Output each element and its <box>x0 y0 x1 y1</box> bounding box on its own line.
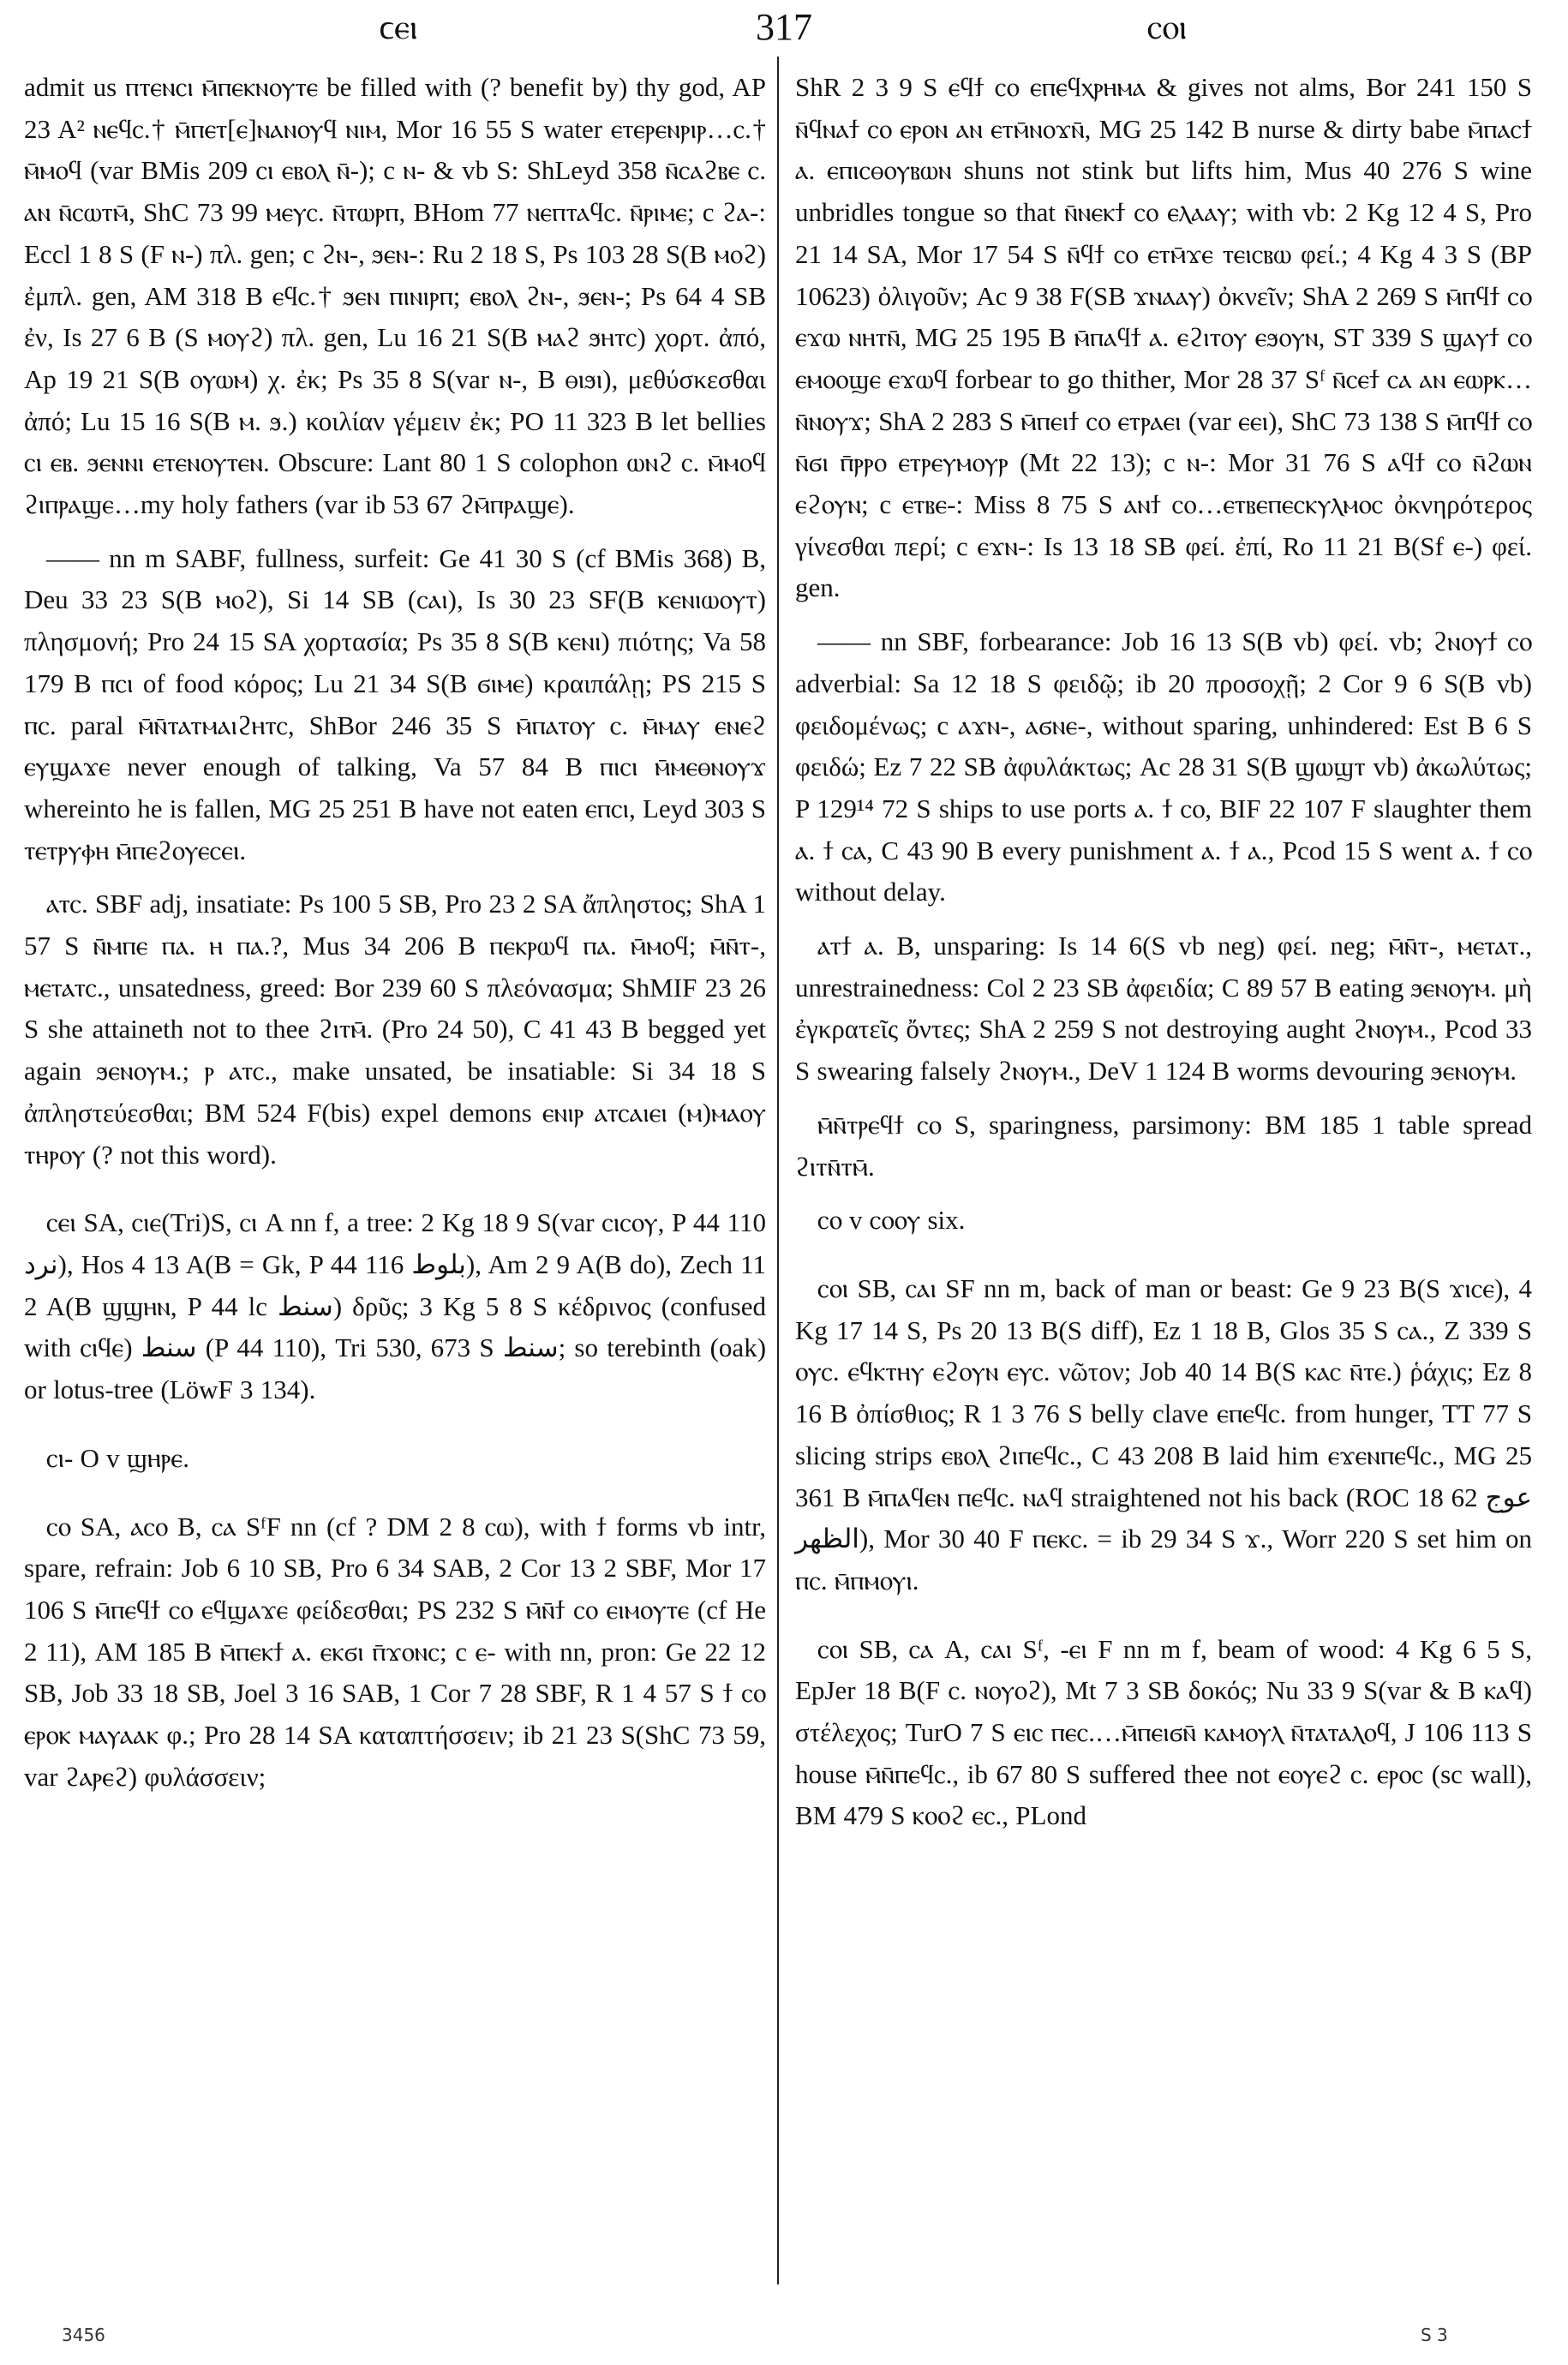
entry-co-spare: ⲥⲟ SA, ⲁⲥⲟ B, ⲥⲁ SᶠF nn (cf ? DM 2 8 ⲥⲱ), with ϯ forms vb intr, spare, refrain: Job 6 10 SB, Pro 6 34 SAB, 2 Cor 13 2 SBF, Mor 17 106 S ⲙ̄ⲡⲉϥϯ ⲥⲟ ⲉϥϣⲁϫⲉ φείδεσθαι; PS 232 S ⲙ̄ⲛ̄ϯ ⲥⲟ ⲉⲓⲙⲟⲩⲧⲉ (cf He 2 11), AM 185 B ⲙ̄ⲡⲉⲕϯ ⲁ. ⲉⲕϭⲓ ⲡ̄ϫⲟⲛⲥ; c ⲉ- with nn, pron: Ge 22 12 SB, Job 33 18 SB, Joel 3 16 SAB, 1 Cor 7 28 SBF, R 1 4 57 S ϯ ⲥⲟ ⲉⲣⲟⲕ ⲙⲁⲩⲁⲁⲕ φ.; Pro 28 14 SA καταπτήσσειν; ib 21 23 S(ShC 73 59, var ϩⲁⲣⲉϩ) φυλάσσειν; <box>24 1511 766 1792</box>
subentry-insatiate: ⲁⲧⲥ. SBF adj, insatiate: Ps 100 5 SB, Pro 23 2 SA ἄπληστος; ShA 1 57 S ⲛ̄ⲙⲡⲉ ⲡⲁ. ⲏ ⲡⲁ.?, Mus 34 206 B ⲡⲉⲕⲣⲱϥ ⲡⲁ. ⲙ̄ⲙⲟϥ; ⲙ̄ⲛ̄ⲧ-, ⲙⲉⲧⲁⲧⲥ., unsatedness, greed: Bor 239 60 S πλεόνασμα; ShMIF 23 26 S she attaineth not to thee ϩⲓⲧⲙ̄. (Pro 24 50), C 41 43 B begged yet again ϧⲉⲛⲟⲩⲙ.; ⲣ ⲁⲧⲥ., make unsated, be insatiable: Si 34 18 S ἀπληστεύεσθαι; BM 524 F(bis) expel demons ⲉⲛⲓⲣ ⲁⲧⲥⲁⲓⲉⲓ (ⲙ)ⲙⲁⲟⲩ ⲧⲏⲣⲟⲩ (? not this word). <box>24 889 766 1170</box>
footer-signature-number: 3456 <box>62 2325 105 2345</box>
footer-signature-mark: S 3 <box>1421 2325 1448 2345</box>
subentry-parsimony: ⲙ̄ⲛ̄ⲧⲣⲉϥϯ ⲥⲟ S, sparingness, parsimony: BM 185 1 table spread ϩⲓⲧⲛ̄ⲧⲙ̄. <box>795 1109 1532 1182</box>
running-head-right: ⲥⲟⲓ <box>1146 8 1188 46</box>
entry-co-six-cross-reference: ⲥⲟ v ⲥⲟⲟⲩ six. <box>817 1205 966 1236</box>
entry-continuation-right: ShR 2 3 9 S ⲉϥϯ ⲥⲟ ⲉⲡⲉϥⲭⲣⲏⲙⲁ & gives not alms, Bor 241 150 S ⲛ̄ϥⲛⲁϯ ⲥⲟ ⲉⲣⲟⲛ ⲁⲛ ⲉⲧⲙ̄ⲛⲟϫⲛ̄, MG 25 142 B nurse & dirty babe ⲙ̄ⲡⲁⲥϯ ⲁ. ⲉⲡⲓⲥⲑⲟⲩⲃⲱⲛ shuns not stink but lifts him, Mus 40 276 S wine unbridles tongue so that ⲛ̄ⲛⲉⲕϯ ⲥⲟ ⲉⲗⲁⲁⲩ; with vb: 2 Kg 12 4 S, Pro 21 14 SA, Mor 17 54 S ⲛ̄ϥϯ ⲥⲟ ⲉⲧⲙ̄ϫⲉ ⲧⲉⲓⲥⲃⲱ φεί.; 4 Kg 4 3 S (BP 10623) ὀλιγοῦν; Ac 9 38 F(SB ϫⲛⲁⲁⲩ) ὀκνεῖν; ShA 2 269 S ⲙ̄ⲡϥϯ ⲥⲟ ⲉϫⲱ ⲛⲏⲧⲛ̄, MG 25 195 B ⲙ̄ⲡⲁϥϯ ⲁ. ⲉϩⲓⲧⲟⲩ ⲉϧⲟⲩⲛ, ST 339 S ϣⲁⲩϯ ⲥⲟ ⲉⲙⲟⲟϣⲉ ⲉϫⲱϥ forbear to go thither, Mor 28 37 Sᶠ ⲛ̄ⲥⲉϯ ⲥⲁ ⲁⲛ ⲉⲱⲣⲕ…ⲛ̄ⲛⲟⲩϫ; ShA 2 283 S ⲙ̄ⲡⲉⲓϯ ⲥⲟ ⲉⲧⲣⲁⲉⲓ (var ⲉⲉⲓ), ShC 73 138 S ⲙ̄ⲡϥϯ ⲥⲟ ⲛ̄ϭⲓ ⲡ̄ⲣⲣⲟ ⲉⲧⲣⲉⲩⲙⲟⲩⲣ (Mt 22 13); c ⲛ-: Mor 31 76 S ⲁϥϯ ⲥⲟ ⲛ̄ϩⲱⲛ ⲉϩⲟⲩⲛ; c ⲉⲧⲃⲉ-: Miss 8 75 S ⲁⲛϯ ⲥⲟ…ⲉⲧⲃⲉⲡⲉⲥⲕⲩⲗⲙⲟⲥ ὀκνηρότερος γίνεσθαι περί; c ⲉϫⲛ-: Is 13 18 SB φεί. ἐπί, Ro 11 21 B(Sf ⲉ-) φεί. gen. <box>795 72 1532 603</box>
entry-coi-back: ⲥⲟⲓ SB, ⲥⲁⲓ SF nn m, back of man or beast: Ge 9 23 B(S ϫⲓⲥⲉ), 4 Kg 17 14 S, Ps 20 13 B(S diff), Ez 1 18 B, Glos 35 S ⲥⲁ., Z 339 S ⲟⲩⲥ. ⲉϥⲕⲧⲏⲩ ⲉϩⲟⲩⲛ ⲉⲩⲥ. νῶτον; Job 40 14 B(S ⲕⲁⲥ ⲛ̄ⲧⲉ.) ῥάχις; Ez 8 16 B ὀπίσθιος; R 1 3 76 S belly clave ⲉⲡⲉϥⲥ. from hunger, TT 77 S slicing strips ⲉⲃⲟⲗ ϩⲓⲡⲉϥⲥ., C 43 208 B laid him ⲉϫⲉⲛⲡⲉϥⲥ., MG 25 361 B ⲙ̄ⲡⲁϥⲉⲛ ⲡⲉϥⲥ. ⲛⲁϥ straightened not his back (ROC 18 62 ﻋﻮﺝ ﺍﻟﻈﻬﺮ), Mor 30 40 F ⲡⲉⲕⲥ. = ib 29 34 S ϫ., Worr 220 S set him on ⲡⲥ. ⲙ̄ⲡⲙⲟⲩⲓ. <box>795 1272 1532 1596</box>
column-divider <box>777 57 779 2284</box>
entry-ci-cross-reference: ⲥⲓ- O v ϣⲏⲣⲉ. <box>46 1442 189 1473</box>
entry-cei-tree: ⲥⲉⲓ SA, ⲥⲓⲉ(Tri)S, ⲥⲓ A nn f, a tree: 2 Kg 18 9 S(var ⲥⲓⲥⲟⲩ, P 44 110 ﻧﺮﺩ), Hos 4 13 A(B = Gk, P 44 116 ﺑﻠﻮﻁ), Am 2 9 A(B do), Zech 11 2 A(B ϣϣⲏⲛ, P 44 lc ﺳﻨﻂ) δρῦς; 3 Kg 5 8 S κέδρινος (confused with ⲥⲓϥⲉ) ﺳﻨﻂ (P 44 110), Tri 530, 673 S ﺳﻨﻂ; so terebinth (oak) or lotus-tree (LöwF 3 134). <box>24 1207 767 1405</box>
right-column <box>795 67 1532 1864</box>
running-head-left: ϲⲉⲓ <box>379 8 418 46</box>
entry-continuation: admit us ⲡⲧⲉⲛⲥⲓ ⲙ̄ⲡⲉⲕⲛⲟⲩⲧⲉ be filled with (? benefit by) thy god, AP 23 A² ⲛⲉϥⲥ.† ⲙ̄ⲡⲉⲧ[ⲉ]ⲛⲁⲛⲟⲩϥ ⲛⲓⲙ, Mor 16 55 S water ⲉⲧⲉⲣⲉⲛⲣⲓⲣ…ⲥ.† ⲙ̄ⲙⲟϥ (var BMis 209 ⲥⲓ ⲉⲃⲟⲗ ⲛ̄-); c ⲛ- & vb S: ShLeyd 358 ⲛ̄ⲥⲁϩⲃⲉ ⲥ. ⲁⲛ ⲛ̄ⲥⲱⲧⲙ̄, ShC 73 99 ⲙⲉⲩⲥ. ⲛ̄ⲧⲱⲣⲡ, BHom 77 ⲛⲉⲡⲧⲁϥⲥ. ⲛ̄ⲣⲓⲙⲉ; c ϩⲁ-: Eccl 1 8 S (F ⲛ-) πλ. gen; c ϩⲛ-, ϧⲉⲛ-: Ru 2 18 S, Ps 103 28 S(B ⲙⲟϩ) ἐμπλ. gen, AM 318 B ⲉϥⲥ.† ϧⲉⲛ ⲡⲓⲛⲓⲣⲡ; ⲉⲃⲟⲗ ϩⲛ-, ϧⲉⲛ-; Ps 64 4 SB ἐν, Is 27 6 B (S ⲙⲟⲩϩ) πλ. gen, Lu 16 21 S(B ⲙⲁϩ ϧⲏⲧⲥ) χορτ. ἀπό, Ap 19 21 S(B ⲟⲩⲱⲙ) χ. ἐκ; Ps 35 8 S(var ⲛ-, B ⲑⲓϧⲓ), μεθύσκεσθαι ἀπό; Lu 15 16 S(B ⲙ. ϧ.) κοιλίαν γέμειν ἐκ; PO 11 323 B let bellies ⲥⲓ ⲉⲃ. ϧⲉⲛⲛⲓ ⲉⲧⲉⲛⲟⲩⲧⲉⲛ. Obscure: Lant 80 1 S colophon ⲱⲛϩ ⲥ. ⲙ̄ⲙⲟϥ ϩⲓⲡⲣⲁϣⲉ…my holy fathers (var ib 53 67 ϩⲙ̄ⲡⲣⲁϣⲉ). <box>24 72 766 520</box>
subentry-unsparing: ⲁⲧϯ ⲁ. B, unsparing: Is 14 6(S vb neg) φεί. neg; ⲙ̄ⲛ̄ⲧ-, ⲙⲉⲧⲁⲧ., unrestrainedness: Col 2 23 SB ἀφειδία; C 89 57 B eating ϧⲉⲛⲟⲩⲙ. μὴ ἐγκρατεῖς ὄντες; ShA 2 259 S not destroying aught ϩⲛⲟⲩⲙ., Pcod 33 S swearing falsely ϩⲛⲟⲩⲙ., DeV 1 124 B worms devouring ϧⲉⲛⲟⲩⲙ. <box>795 931 1532 1087</box>
entry-coi-beam: ⲥⲟⲓ SB, ⲥⲁ A, ⲥⲁⲓ Sᶠ, -ⲉⲓ F nn m f, beam of wood: 4 Kg 6 5 S, EpJer 18 B(F ⲥ. ⲛⲟⲩⲟϩ), Mt 7 3 SB δοκός; Nu 33 9 S(var & B ⲕⲁϥ) στέλεχος; TurO 7 S ⲉⲓⲥ ⲡⲉⲥ.…ⲙ̄ⲡⲉⲓϭⲛ̄ ⲕⲁⲙⲟⲩⲗ ⲛ̄ⲧⲁⲧⲁⲗⲟϥ, J 106 113 S house ⲙ̄ⲛ̄ⲡⲉϥⲥ., ib 67 80 S suffered thee not ⲉⲟⲩⲉϩ ⲥ. ⲉⲣⲟⲥ (sc wall), BM 479 S ⲕⲟⲟϩ ⲉⲥ., PLond <box>795 1633 1532 1831</box>
subentry-forbearance: —— nn SBF, forbearance: Job 16 13 S(B vb) φεί. vb; ϩⲛⲟⲩϯ ⲥⲟ adverbial: Sa 12 18 S φειδῷ; ib 20 προσοχῇ; 2 Cor 9 6 S(B vb) φειδομένως; c ⲁϫⲛ-, ⲁϭⲛⲉ-, without sparing, unhindered: Est B 6 S φειδώ; Ez 7 22 SB ἀφυλάκτως; Ac 28 31 S(B ϣⲱϣⲧ vb) ἀκωλύτως; P 129¹⁴ 72 S ships to use ports ⲁ. ϯ ⲥⲟ, BIF 22 107 F slaughter them ⲁ. ϯ ⲥⲁ, C 43 90 B every punishment ⲁ. ϯ ⲁ., Pcod 15 S went ⲁ. ϯ ⲥⲟ without delay. <box>795 626 1532 907</box>
left-column <box>24 67 766 1824</box>
subentry-fullness: —— nn m SABF, fullness, surfeit: Ge 41 30 S (cf BMis 368) B, Deu 33 23 S(B ⲙⲟϩ), Si 14 SB (ⲥⲁⲓ), Is 30 23 SF(B ⲕⲉⲛⲓⲱⲟⲩⲧ) πλησμονή; Pro 24 15 SA χορτασία; Ps 35 8 S(B ⲕⲉⲛⲓ) πιότης; Va 58 179 B ⲡⲥⲓ of food κόρος; Lu 21 34 S(B ϭⲓⲙⲉ) κραιπάλῃ; PS 215 S ⲡⲥ. paral ⲙ̄ⲛ̄ⲧⲁⲧⲙⲁⲓϩⲏⲧⲥ, ShBor 246 35 S ⲙ̄ⲡⲁⲧⲟⲩ ⲥ. ⲙ̄ⲙⲁⲩ ⲉⲛⲉϩ ⲉⲩϣⲁϫⲉ never enough of talking, Va 57 84 B ⲡⲓⲥⲓ ⲙ̄ⲙⲉⲑⲛⲟⲩϫ whereinto he is fallen, MG 25 251 B have not eaten ⲉⲡⲥⲓ, Leyd 303 S ⲧⲉⲧⲣⲩⲫⲏ ⲙ̄ⲡⲉϩⲟⲩⲉⲥⲉⲓ. <box>24 542 766 865</box>
page-number: 317 <box>756 6 812 48</box>
